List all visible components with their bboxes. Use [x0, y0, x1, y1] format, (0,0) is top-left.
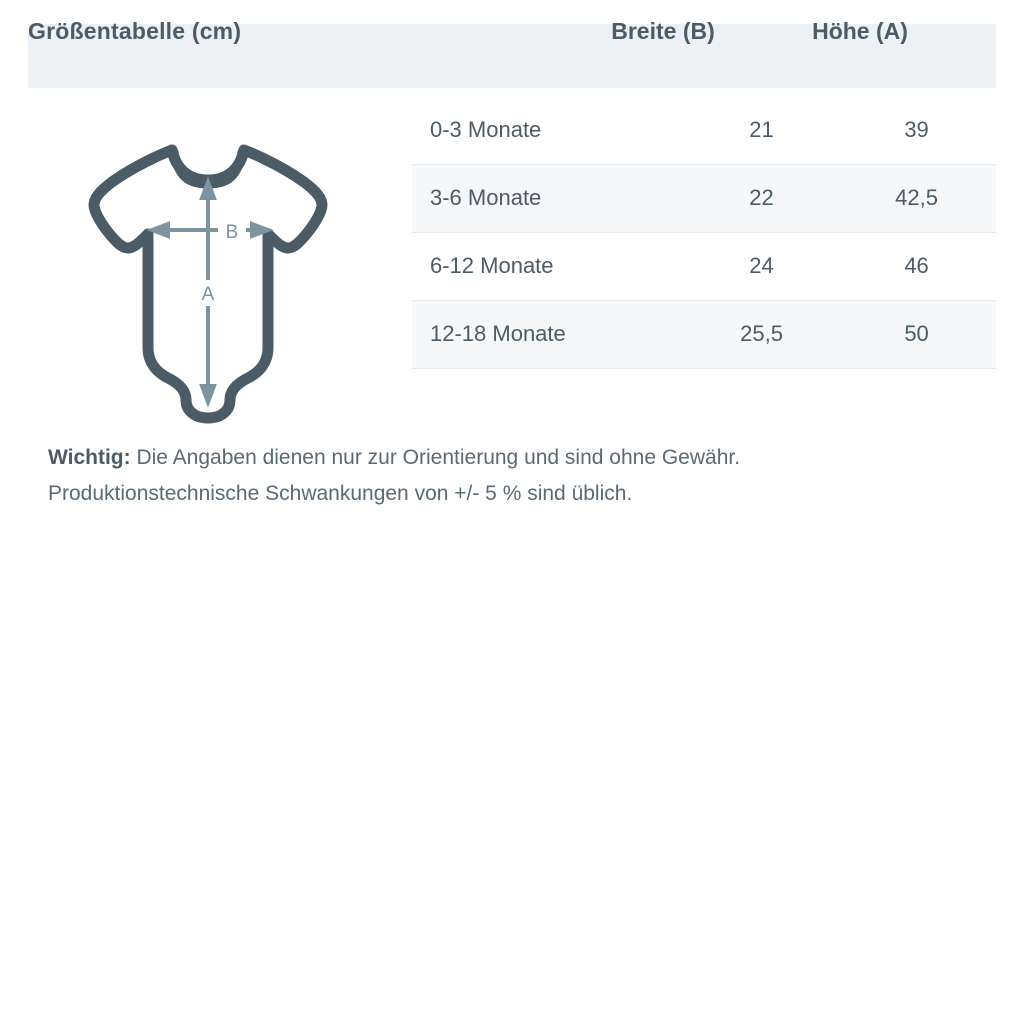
cell-size: 3-6 Monate	[412, 164, 686, 232]
cell-height: 42,5	[837, 164, 996, 232]
size-table-body	[412, 96, 996, 368]
column-header-width: Breite (B)	[611, 18, 715, 44]
footnote	[48, 440, 978, 512]
illustration-label-width: B	[225, 222, 239, 243]
cell-height: 50	[837, 300, 996, 368]
table-row	[412, 164, 996, 232]
cell-size: 12-18 Monate	[412, 300, 686, 368]
cell-size: 0-3 Monate	[412, 96, 686, 164]
cell-size: 6-12 Monate	[412, 232, 686, 300]
cell-width: 21	[686, 96, 837, 164]
table-row	[412, 96, 996, 164]
table-row	[412, 232, 996, 300]
footnote-label: Wichtig:	[48, 446, 131, 469]
cell-width: 22	[686, 164, 837, 232]
table-row	[412, 300, 996, 368]
column-header-height: Höhe (A)	[812, 18, 908, 44]
size-table	[412, 96, 996, 369]
page-title: Größentabelle (cm)	[28, 18, 242, 44]
illustration-label-height: A	[201, 284, 215, 305]
cell-height: 39	[837, 96, 996, 164]
cell-width: 24	[686, 232, 837, 300]
footnote-line-2: Produktionstechnische Schwankungen von +/- 5 % sind üblich.	[48, 482, 633, 505]
cell-width: 25,5	[686, 300, 837, 368]
cell-height: 46	[837, 232, 996, 300]
bodysuit-illustration	[60, 110, 390, 430]
footnote-line-1: Die Angaben dienen nur zur Orientierung und sind ohne Gewähr.	[130, 446, 741, 469]
